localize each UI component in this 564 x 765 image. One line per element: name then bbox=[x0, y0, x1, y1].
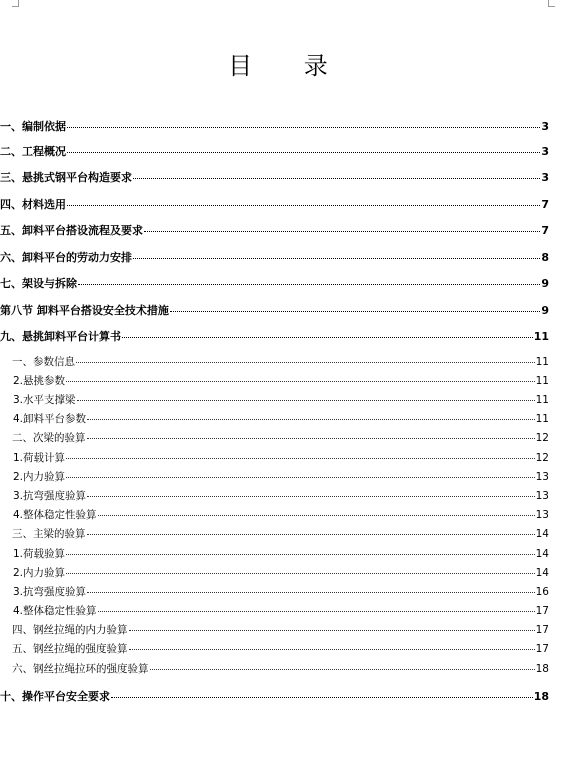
toc-page-number: 16 bbox=[535, 586, 549, 598]
toc-page-number: 8 bbox=[541, 251, 549, 264]
toc-page-number: 18 bbox=[535, 663, 549, 675]
toc-dot-leader bbox=[87, 534, 535, 535]
toc-dot-leader bbox=[77, 400, 535, 401]
toc-entry-label: 五、钢丝拉绳的强度验算 bbox=[12, 643, 128, 655]
toc-entry-label: 一、参数信息 bbox=[12, 356, 75, 368]
toc-page-number: 17 bbox=[535, 624, 549, 636]
toc-entry-label: 1.荷载验算 bbox=[13, 548, 66, 560]
toc-entry-label: 1.荷载计算 bbox=[13, 452, 66, 464]
toc-entry-label: 4.卸料平台参数 bbox=[13, 413, 87, 425]
toc-entry-subsection[interactable] bbox=[0, 430, 549, 445]
toc-entry-subsection[interactable] bbox=[0, 507, 549, 522]
toc-dot-leader bbox=[87, 419, 535, 420]
toc-dot-leader bbox=[111, 697, 533, 698]
toc-dot-leader bbox=[98, 515, 535, 516]
toc-entry-section[interactable] bbox=[0, 222, 549, 238]
toc-entry-label: 2.内力验算 bbox=[13, 471, 66, 483]
toc-dot-leader bbox=[67, 127, 540, 128]
toc-dot-leader bbox=[66, 458, 535, 459]
toc-page-number: 17 bbox=[535, 643, 549, 655]
toc-dot-leader bbox=[133, 178, 540, 179]
page-title: 目 录 bbox=[228, 52, 350, 80]
toc-page-number: 12 bbox=[535, 452, 549, 464]
toc-entry-label: 二、工程概况 bbox=[0, 145, 66, 158]
toc-entry-label: 3.水平支撑梁 bbox=[13, 394, 76, 406]
toc-dot-leader bbox=[98, 611, 535, 612]
toc-page-number: 11 bbox=[535, 413, 549, 425]
toc-entry-section[interactable] bbox=[0, 143, 549, 159]
toc-entry-subsection[interactable] bbox=[0, 354, 549, 369]
toc-page-number: 17 bbox=[535, 605, 549, 617]
toc-page-number: 7 bbox=[541, 198, 549, 211]
toc-dot-leader bbox=[150, 669, 535, 670]
toc-entry-subsection[interactable] bbox=[0, 526, 549, 541]
toc-entry-subsection[interactable] bbox=[0, 641, 549, 656]
toc-page-number: 7 bbox=[541, 224, 549, 237]
toc-entry-subsection[interactable] bbox=[0, 622, 549, 637]
toc-dot-leader bbox=[133, 258, 540, 259]
toc-entry-subsection[interactable] bbox=[0, 661, 549, 676]
toc-dot-leader bbox=[66, 381, 535, 382]
toc-entry-label: 三、悬挑式钢平台构造要求 bbox=[0, 171, 132, 184]
toc-entry-section[interactable] bbox=[0, 196, 549, 212]
toc-entry-subsection[interactable] bbox=[0, 469, 549, 484]
toc-page-number: 13 bbox=[535, 471, 549, 483]
toc-entry-subsection[interactable] bbox=[0, 488, 549, 503]
toc-page-number: 11 bbox=[535, 375, 549, 387]
toc-entry-label: 4.整体稳定性验算 bbox=[13, 605, 97, 617]
toc-entry-label: 3.抗弯强度验算 bbox=[13, 586, 87, 598]
toc-dot-leader bbox=[66, 554, 535, 555]
toc-dot-leader bbox=[67, 205, 540, 206]
toc-page-number: 9 bbox=[541, 304, 549, 317]
toc-entry-section[interactable] bbox=[0, 275, 549, 291]
toc-entry-label: 六、卸料平台的劳动力安排 bbox=[0, 251, 132, 264]
toc-dot-leader bbox=[129, 630, 535, 631]
toc-dot-leader bbox=[129, 649, 535, 650]
toc-entry-label: 六、钢丝拉绳拉环的强度验算 bbox=[12, 663, 149, 675]
toc-entry-label: 3.抗弯强度验算 bbox=[13, 490, 87, 502]
toc-dot-leader bbox=[87, 438, 535, 439]
toc-entry-subsection[interactable] bbox=[0, 450, 549, 465]
toc-entry-label: 第八节 卸料平台搭设安全技术措施 bbox=[0, 304, 169, 317]
toc-dot-leader bbox=[170, 311, 541, 312]
toc-entry-label: 2.悬挑参数 bbox=[13, 375, 66, 387]
toc-dot-leader bbox=[87, 592, 535, 593]
toc-entry-subsection[interactable] bbox=[0, 603, 549, 618]
toc-page-number: 13 bbox=[535, 509, 549, 521]
toc-dot-leader bbox=[66, 477, 535, 478]
toc-entry-section[interactable] bbox=[0, 688, 549, 704]
toc-entry-label: 九、悬挑卸料平台计算书 bbox=[0, 330, 121, 343]
toc-page-number: 3 bbox=[541, 145, 549, 158]
toc-entry-subsection[interactable] bbox=[0, 584, 549, 599]
toc-page-number: 13 bbox=[535, 490, 549, 502]
toc-entry-subsection[interactable] bbox=[0, 565, 549, 580]
toc-entry-label: 二、次梁的验算 bbox=[12, 432, 86, 444]
toc-page-number: 12 bbox=[535, 432, 549, 444]
toc-dot-leader bbox=[144, 231, 540, 232]
toc-page-number: 14 bbox=[535, 567, 549, 579]
toc-entry-subsection[interactable] bbox=[0, 546, 549, 561]
page-corner-mark-right bbox=[548, 0, 555, 7]
toc-entry-label: 一、编制依据 bbox=[0, 120, 66, 133]
toc-page-number: 18 bbox=[533, 690, 549, 703]
toc-entry-label: 四、钢丝拉绳的内力验算 bbox=[12, 624, 128, 636]
toc-entry-label: 2.内力验算 bbox=[13, 567, 66, 579]
toc-page-number: 3 bbox=[541, 171, 549, 184]
toc-page-number: 3 bbox=[541, 120, 549, 133]
toc-entry-label: 七、架设与拆除 bbox=[0, 277, 77, 290]
toc-entry-subsection[interactable] bbox=[0, 411, 549, 426]
toc-entry-label: 十、操作平台安全要求 bbox=[0, 690, 110, 703]
toc-entry-section[interactable] bbox=[0, 249, 549, 265]
toc-entry-section[interactable] bbox=[0, 169, 549, 185]
toc-page-number: 14 bbox=[535, 528, 549, 540]
toc-dot-leader bbox=[78, 284, 540, 285]
toc-entry-section[interactable] bbox=[0, 118, 549, 134]
toc-entry-label: 四、材料选用 bbox=[0, 198, 66, 211]
toc-dot-leader bbox=[67, 152, 540, 153]
toc-entry-section[interactable] bbox=[0, 302, 549, 318]
toc-dot-leader bbox=[76, 362, 535, 363]
toc-entry-subsection[interactable] bbox=[0, 392, 549, 407]
toc-entry-label: 三、主梁的验算 bbox=[12, 528, 86, 540]
page-corner-mark-left bbox=[12, 0, 19, 7]
toc-entry-section[interactable] bbox=[0, 328, 549, 344]
toc-dot-leader bbox=[122, 337, 533, 338]
toc-page-number: 14 bbox=[535, 548, 549, 560]
toc-page-number: 11 bbox=[535, 356, 549, 368]
toc-page-number: 11 bbox=[535, 394, 549, 406]
toc-dot-leader bbox=[87, 496, 535, 497]
toc-entry-label: 4.整体稳定性验算 bbox=[13, 509, 97, 521]
toc-page-number: 9 bbox=[541, 277, 549, 290]
toc-dot-leader bbox=[66, 573, 535, 574]
toc-entry-subsection[interactable] bbox=[0, 373, 549, 388]
toc-entry-label: 五、卸料平台搭设流程及要求 bbox=[0, 224, 143, 237]
toc-page-number: 11 bbox=[533, 330, 549, 343]
